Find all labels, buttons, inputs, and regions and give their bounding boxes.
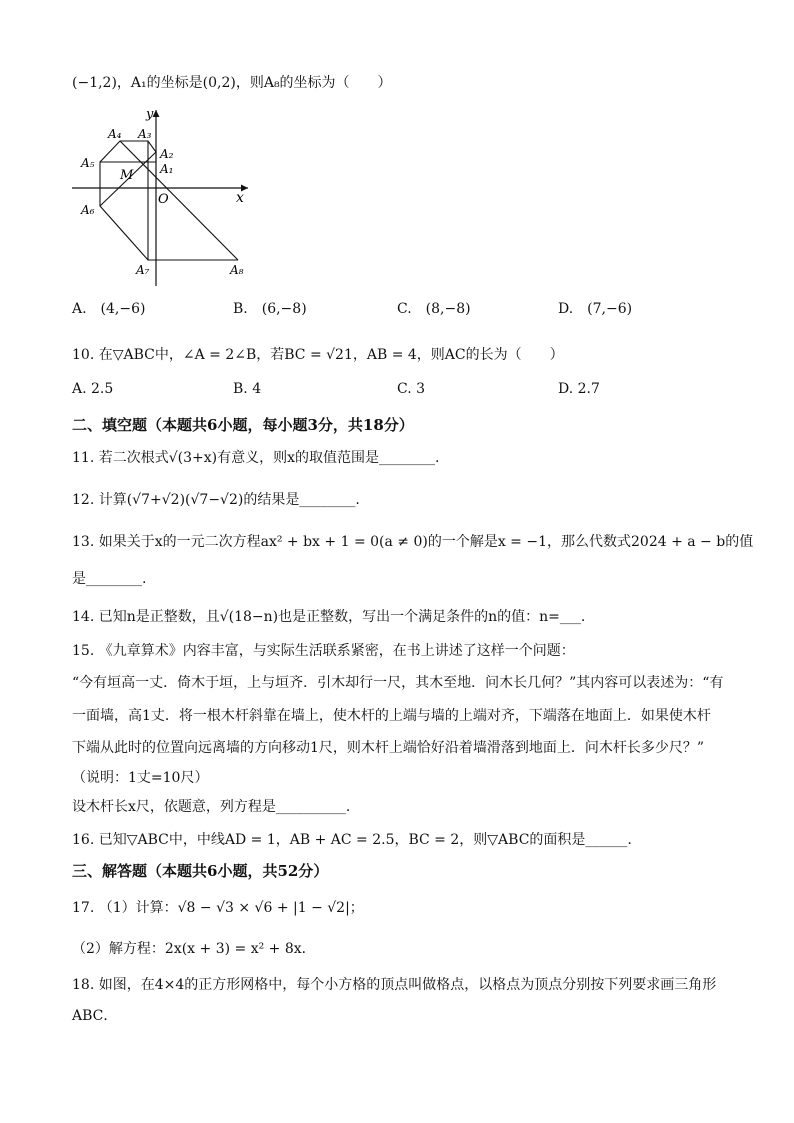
q9-coordinate-figure <box>72 100 262 290</box>
q14-text: 14. 已知n是正整数，且√(18−n)也是正整数，写出一个满足条件的n的值：n=___. <box>72 609 586 625</box>
q10-option-c: C. 3 <box>397 381 426 397</box>
q17-part2: （2）解方程：2x(x + 3) = x² + 8x． <box>72 941 316 957</box>
q15-note: （说明：1丈=10尺） <box>72 770 209 786</box>
q10-text: 10. 在▽ABC中，∠A = 2∠B，若BC = √21，AB = 4，则AC的长为（ ） <box>72 347 564 363</box>
q18-text-line2: ABC． <box>72 1008 118 1024</box>
label-a7: A₇ <box>136 263 150 277</box>
q15-text-line2: “今有垣高一丈．倚木于垣，上与垣齐．引木却行一尺，其木至地．问木长几何？”其内容可以表述为：“有 <box>72 675 724 691</box>
q10-option-a: A. 2.5 <box>72 381 114 397</box>
q18-text-line1: 18. 如图，在4×4的正方形网格中，每个小方格的顶点叫做格点，以格点为顶点分别按下列要求画三角形 <box>72 977 717 993</box>
q9-option-a: A. (4,−6) <box>72 301 146 317</box>
section-solve-heading: 三、解答题（本题共6小题，共52分） <box>72 862 329 880</box>
q15-text-line4: 下端从此时的位置向远离墙的方向移动1尺，则木杆上端恰好沿着墙滑落到地面上．问木杆长多少尺？” <box>72 740 705 756</box>
q15-text-line3: 一面墙，高1丈．将一根木杆斜靠在墙上，使木杆的上端与墙的上端对齐，下端落在地面上．如果使木杆 <box>72 708 711 724</box>
q10-option-d: D. 2.7 <box>558 381 600 397</box>
q9-option-b: B. (6,−8) <box>233 301 307 317</box>
q16-text: 16. 已知▽ABC中，中线AD = 1，AB + AC = 2.5，BC = 2，则▽ABC的面积是______. <box>72 832 632 848</box>
label-x: x <box>236 190 244 206</box>
q17-part1: 17. （1）计算：√8 − √3 × √6 + |1 − √2|； <box>72 900 364 916</box>
q12-text: 12. 计算(√7+√2)(√7−√2)的结果是________. <box>72 492 360 508</box>
label-a6: A₆ <box>81 203 95 217</box>
q9-option-c: C. (8,−8) <box>397 301 471 317</box>
label-m: M <box>120 168 134 183</box>
q9-text: (−1,2)，A₁的坐标是(0,2)，则A₈的坐标为（ ） <box>72 75 392 91</box>
label-o: O <box>158 192 169 207</box>
q9-option-d: D. (7,−6) <box>558 301 633 317</box>
q13-text-line2: 是________. <box>72 571 147 587</box>
q13-text-line1: 13. 如果关于x的一元二次方程ax² + bx + 1 = 0(a ≠ 0)的一个解是x = −1，那么代数式2024 + a − b的值 <box>72 534 754 550</box>
q11-text: 11. 若二次根式√(3+x)有意义，则x的取值范围是________. <box>72 450 440 466</box>
label-a8: A₈ <box>230 263 244 277</box>
label-y: y <box>146 107 154 122</box>
label-a2: A₂ <box>160 147 174 161</box>
label-a4: A₄ <box>108 127 122 141</box>
label-a3: A₃ <box>138 127 152 141</box>
label-a1: A₁ <box>160 162 174 176</box>
q15-text-line1: 15. 《九章算术》内容丰富，与实际生活联系紧密，在书上讲述了这样一个问题： <box>72 643 575 659</box>
label-a5: A₅ <box>81 156 95 170</box>
q10-option-b: B. 4 <box>233 381 262 397</box>
section-fill-in-heading: 二、填空题（本题共6小题，每小题3分，共18分） <box>72 416 414 434</box>
q15-text-line5: 设木杆长x尺，依题意，列方程是__________. <box>72 799 351 815</box>
